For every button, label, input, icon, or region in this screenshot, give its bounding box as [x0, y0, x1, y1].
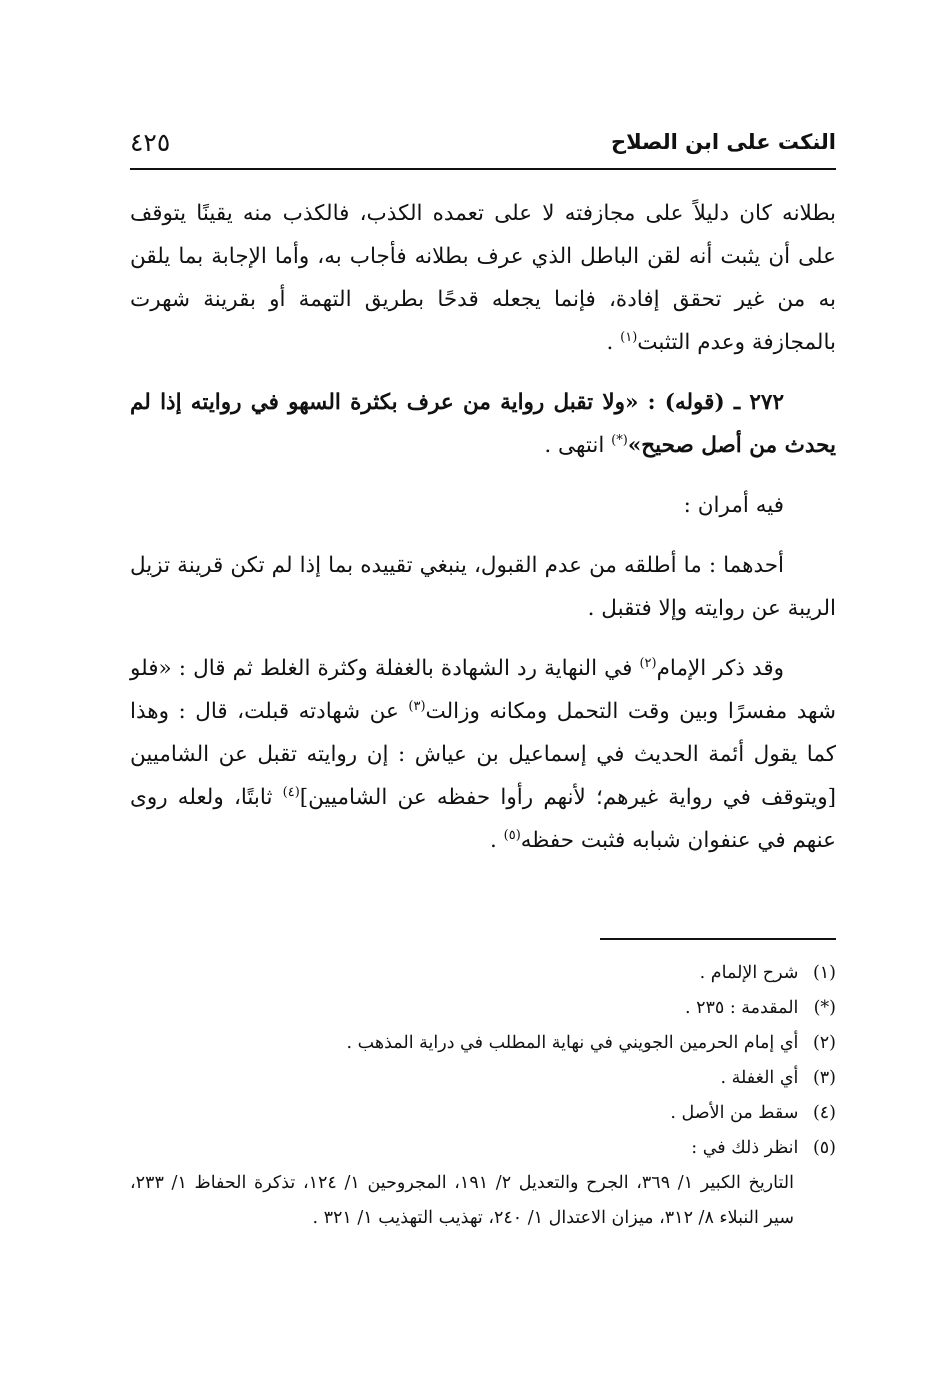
footnote-text: شرح الإلمام . — [699, 963, 799, 983]
paragraph-text: . — [489, 828, 504, 853]
footnote — [130, 1061, 836, 1096]
paragraph-text: بطلانه كان دليلاً على مجازفته لا على تعمده الكذب، فالكذب منه يقينًا يتوقف على أن يثبت أنه لقن الباطل الذي عرف بطلانه فأجاب به، وأما الإجابة بما يلقن به من غير تحقق إفادة، فإنما يجعله قدحًا بطريق التهمة أو بقرينة شهرت بالمجازفة وعدم التثبت — [130, 201, 836, 355]
paragraph-text: . — [606, 330, 621, 355]
footnote-reference: (٢) — [639, 655, 657, 671]
paragraph-text: وقد ذكر الإمام — [656, 656, 784, 681]
footnote-marker: (٣) — [812, 1068, 836, 1088]
quote-text: ٢٧٢ ـ (قوله) : «ولا تقبل رواية من عرف بكثرة السهو في روايته إذا لم يحدث من أصل صحيح» — [130, 390, 836, 458]
footnote-reference: (*) — [611, 432, 628, 448]
footnotes — [130, 956, 836, 1236]
running-title: النكت على ابن الصلاح — [610, 130, 836, 154]
paragraph-text: في النهاية رد الشهادة بالغفلة وكثرة الغلط ثم قال : «فلو شهد مفسرًا وبين وقت التحمل ومكانه وزالت — [130, 656, 836, 724]
footnote — [130, 1026, 836, 1061]
footnote-text: انظر ذلك في : — [691, 1138, 799, 1158]
footnote — [130, 991, 836, 1026]
page-number: ٤٢٥ — [130, 128, 171, 157]
footnote — [130, 956, 836, 991]
footnote-reference: (٣) — [408, 698, 426, 714]
footnote-text: أي إمام الحرمين الجويني في نهاية المطلب في دراية المذهب . — [346, 1033, 799, 1053]
paragraph-intro: فيه أمران : — [683, 493, 784, 518]
footnote-marker: (٢) — [812, 1033, 836, 1053]
paragraph-first-point: أحدهما : ما أطلقه من عدم القبول، ينبغي تقييده بما إذا لم تكن قرينة تزيل الريبة عن روايته وإلا فتقبل . — [130, 553, 836, 621]
footnote-text: أي الغفلة . — [720, 1068, 799, 1088]
main-text — [130, 192, 836, 862]
paragraph-text: ثابتًا، ولعله روى عنهم في عنفوان شبابه فثبت حفظه — [130, 785, 836, 853]
footnote-marker: (٥) — [812, 1138, 836, 1158]
footnote-divider — [600, 938, 836, 940]
footnote-text: سقط من الأصل . — [670, 1103, 799, 1123]
footnote — [130, 1096, 836, 1131]
header-divider — [130, 168, 836, 170]
paragraph-text: عن شهادته قبلت، قال : وهذا كما يقول أئمة الحديث في إسماعيل بن عياش : إن روايته تقبل عن الشاميين [ويتوقف في رواية غيرهم؛ لأنهم رأوا حفظه عن الشاميين] — [130, 699, 837, 810]
footnote — [130, 1131, 836, 1166]
paragraph-quote — [130, 381, 836, 467]
running-header — [130, 128, 836, 164]
footnote-marker: (٤) — [812, 1103, 836, 1123]
footnote-reference: (١) — [620, 329, 638, 345]
footnote-text: المقدمة : ٢٣٥ . — [684, 998, 799, 1018]
paragraph-continuation — [130, 192, 836, 364]
paragraph-second-point — [130, 647, 836, 862]
footnote-reference: (٤) — [282, 784, 300, 800]
footnote-marker: (*) — [813, 998, 836, 1018]
footnote-continuation: التاريخ الكبير ١/ ٣٦٩، الجرح والتعديل ٢/ ١٩١، المجروحين ١/ ١٢٤، تذكرة الحفاظ ١/ ٢٣٣، سير النبلاء ٨/ ٣١٢، ميزان الاعتدال ١/ ٢٤٠، تهذيب التهذيب ١/ ٣٢١ . — [130, 1173, 794, 1228]
quote-ending: انتهى . — [544, 433, 612, 458]
footnote-marker: (١) — [812, 963, 836, 983]
footnote-reference: (٥) — [503, 827, 521, 843]
